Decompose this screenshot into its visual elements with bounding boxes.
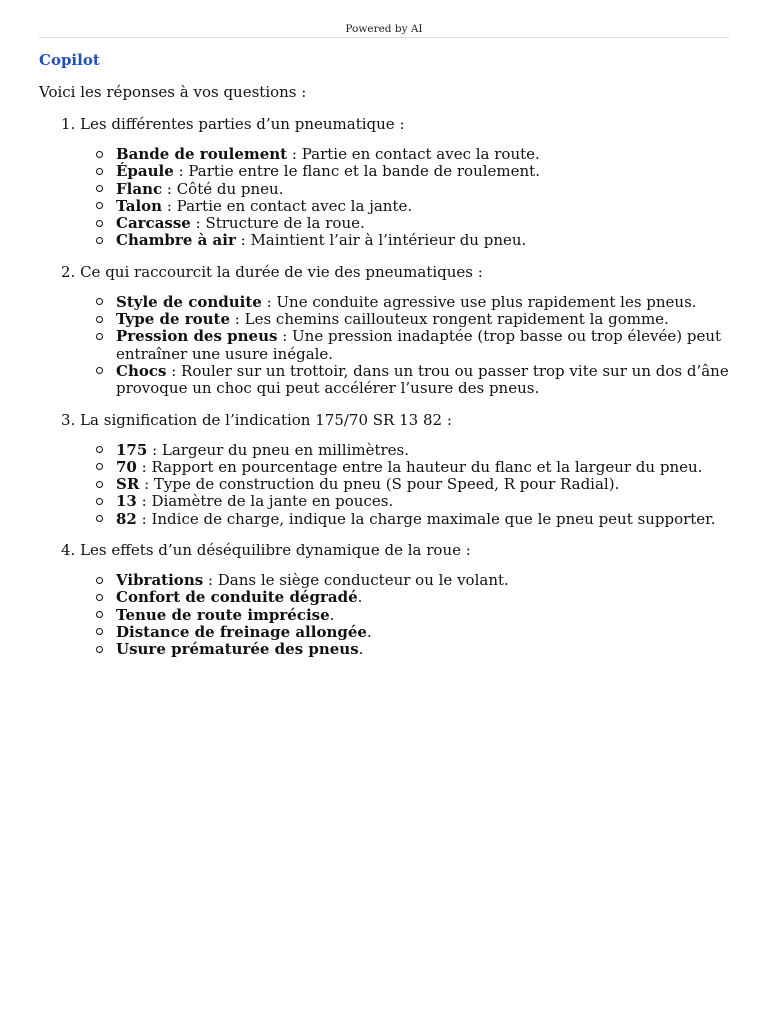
answer-section: [39, 114, 738, 250]
list-item: [116, 328, 738, 363]
item-term: Tenue de route imprécise: [116, 605, 330, 624]
circle-bullet-icon: [96, 646, 103, 653]
powered-by-label: Powered by AI: [345, 23, 423, 35]
answer-sections: [39, 114, 738, 659]
bullet-list: [39, 294, 738, 398]
intro-text: Voici les réponses à vos questions :: [39, 83, 307, 101]
item-description: : Largeur du pneu en millimètres.: [147, 440, 410, 459]
item-term: 175: [116, 440, 148, 459]
item-term: 82: [116, 509, 137, 528]
item-description: : Partie entre le flanc et la bande de roulement.: [173, 162, 540, 181]
item-term: Usure prématurée des pneus: [116, 640, 359, 659]
circle-bullet-icon: [96, 151, 103, 158]
item-description: : Rapport en pourcentage entre la hauteur du flanc et la largeur du pneu.: [136, 457, 703, 476]
circle-bullet-icon: [96, 577, 103, 584]
item-term: Flanc: [116, 179, 163, 198]
circle-bullet-icon: [96, 185, 103, 192]
list-item: [116, 572, 738, 589]
item-description: : Structure de la roue.: [190, 214, 365, 233]
circle-bullet-icon: [96, 333, 103, 340]
item-description: : Les chemins caillouteux rongent rapidement la gomme.: [230, 310, 669, 329]
item-term: Talon: [116, 196, 163, 215]
circle-bullet-icon: [96, 628, 103, 635]
list-item: [116, 589, 738, 606]
list-item: [116, 198, 738, 215]
item-term: Chocs: [116, 361, 167, 380]
sender-name: Copilot: [39, 51, 100, 69]
circle-bullet-icon: [96, 611, 103, 618]
item-term: Carcasse: [116, 214, 191, 233]
list-item: [116, 442, 738, 459]
circle-bullet-icon: [96, 168, 103, 175]
item-term: Style de conduite: [116, 292, 262, 311]
circle-bullet-icon: [96, 594, 103, 601]
circle-bullet-icon: [96, 463, 103, 470]
circle-bullet-icon: [96, 220, 103, 227]
bullet-list: [39, 146, 738, 250]
list-item: [116, 181, 738, 198]
item-term: 13: [116, 492, 137, 511]
list-item: [116, 363, 738, 398]
item-description: .: [357, 588, 363, 607]
item-term: Confort de conduite dégradé: [116, 588, 358, 607]
item-description: : Type de construction du pneu (S pour Speed, R pour Radial).: [139, 475, 620, 494]
circle-bullet-icon: [96, 316, 103, 323]
answer-section: [39, 262, 738, 398]
list-item: [116, 511, 738, 528]
item-description: : Dans le siège conducteur ou le volant.: [203, 571, 509, 590]
item-description: .: [329, 605, 335, 624]
item-description: : Diamètre de la jante en pouces.: [136, 492, 394, 511]
list-item: [116, 232, 738, 249]
list-item: [116, 607, 738, 624]
item-description: : Maintient l’air à l’intérieur du pneu.: [235, 231, 527, 250]
item-description: : Partie en contact avec la route.: [287, 145, 540, 163]
circle-bullet-icon: [96, 446, 103, 453]
item-term: Distance de freinage allongée: [116, 622, 367, 641]
section-title: 1. Les différentes parties d’un pneumatique :: [61, 115, 405, 133]
item-term: Pression des pneus: [116, 327, 278, 346]
circle-bullet-icon: [96, 515, 103, 522]
item-term: Chambre à air: [116, 231, 236, 250]
item-description: : Indice de charge, indique la charge maximale que le pneu peut supporter.: [136, 509, 716, 528]
item-term: Bande de roulement: [116, 145, 288, 163]
item-description: : Une pression inadaptée (trop basse ou trop élevée) peut entraîner une usure inégale.: [116, 327, 722, 363]
section-title: 4. Les effets d’un déséquilibre dynamique de la roue :: [61, 541, 471, 560]
item-description: : Côté du pneu.: [162, 179, 284, 198]
circle-bullet-icon: [96, 237, 103, 244]
circle-bullet-icon: [96, 202, 103, 209]
circle-bullet-icon: [96, 367, 103, 374]
item-description: : Partie en contact avec la jante.: [162, 196, 413, 215]
bullet-list: [39, 442, 738, 528]
item-term: 70: [116, 457, 137, 476]
item-description: .: [366, 622, 372, 641]
answer-section: [39, 410, 738, 528]
list-item: [116, 476, 738, 493]
circle-bullet-icon: [96, 498, 103, 505]
bullet-list: [39, 572, 738, 658]
list-item: [116, 459, 738, 476]
list-item: [116, 624, 738, 641]
item-term: Épaule: [116, 162, 174, 181]
item-description: .: [358, 640, 364, 659]
item-description: : Rouler sur un trottoir, dans un trou ou passer trop vite sur un dos d’âne provoque un choc qui peut accélérer l’usure des pneus.: [116, 361, 729, 398]
list-item: [116, 215, 738, 232]
answer-section: [39, 540, 738, 658]
item-term: SR: [116, 475, 140, 494]
list-item: [116, 163, 738, 180]
list-item: [116, 294, 738, 311]
item-term: Type de route: [116, 310, 231, 329]
circle-bullet-icon: [96, 481, 103, 488]
item-description: : Une conduite agressive use plus rapidement les pneus.: [261, 292, 697, 311]
section-title: 2. Ce qui raccourcit la durée de vie des pneumatiques :: [61, 262, 483, 281]
circle-bullet-icon: [96, 298, 103, 305]
list-item: [116, 641, 738, 658]
page-header: [39, 22, 729, 38]
message-content: [39, 50, 738, 671]
list-item: [116, 311, 738, 328]
item-term: Vibrations: [116, 571, 204, 590]
list-item: [116, 493, 738, 510]
list-item: [116, 146, 738, 163]
section-title: 3. La signification de l’indication 175/70 SR 13 82 :: [61, 410, 452, 429]
